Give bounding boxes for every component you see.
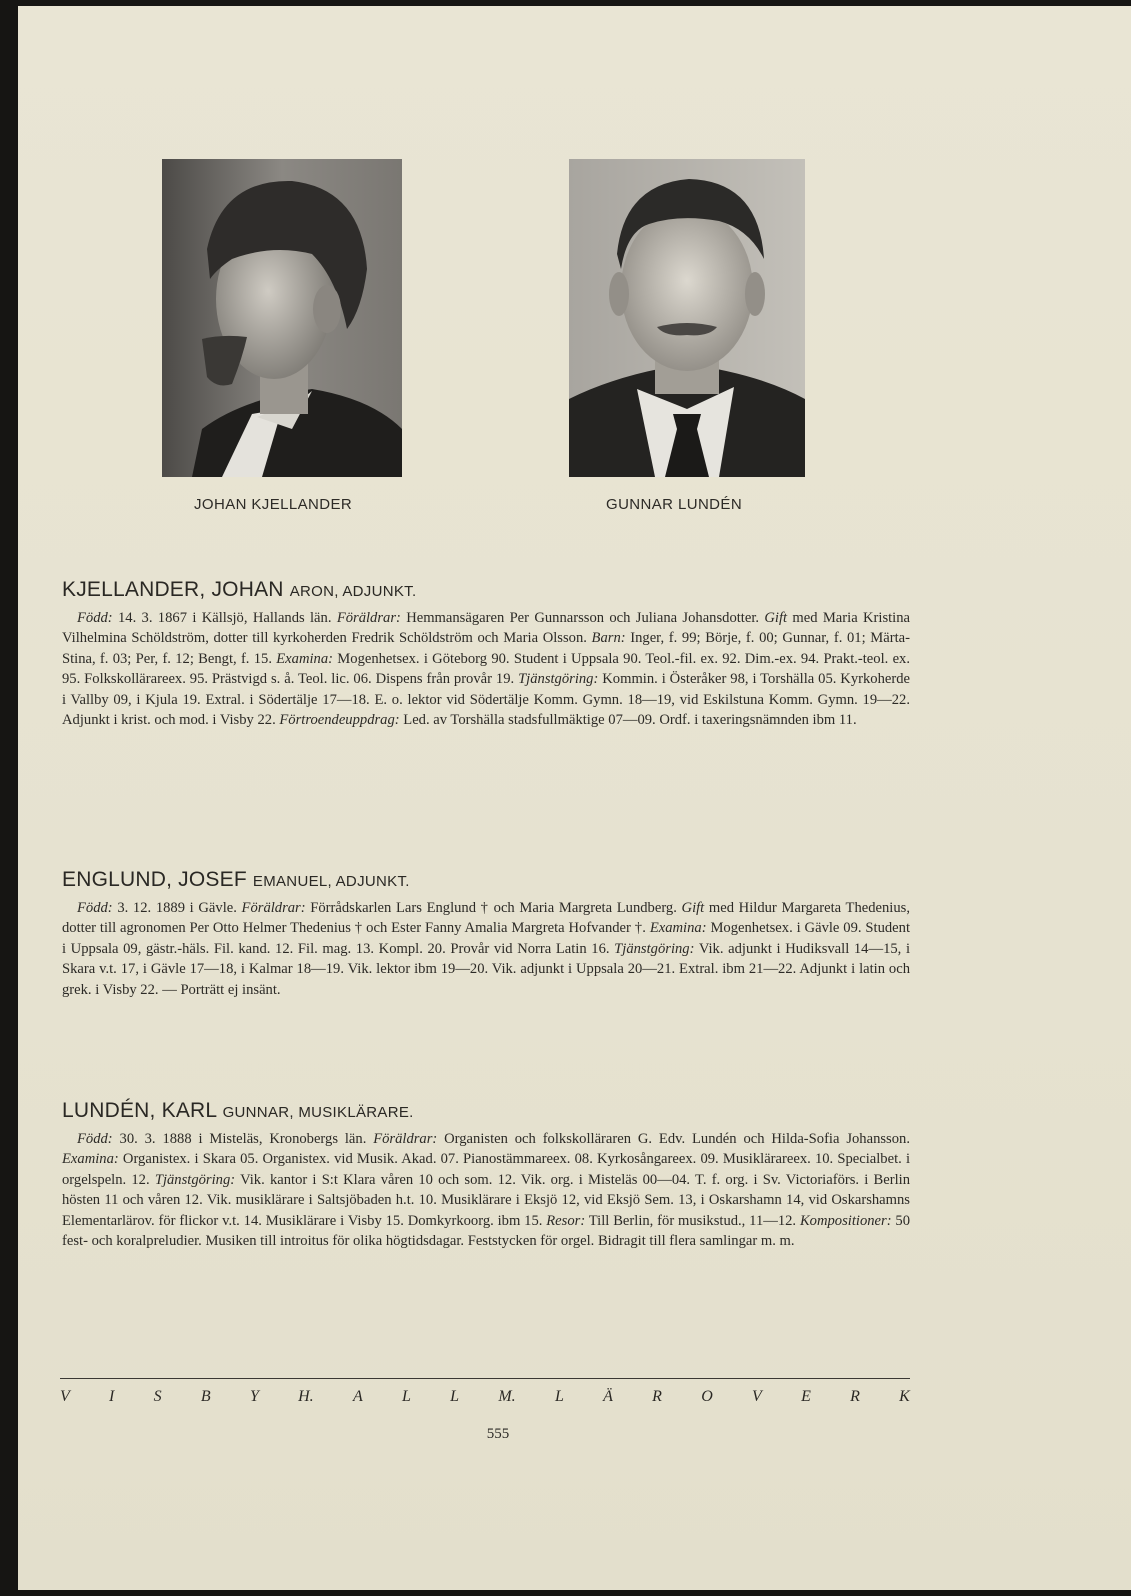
entry-field-label: Examina: [276,650,334,667]
portrait-photo-lunden [569,159,805,477]
entry-text: Kommin. i Österåker 98, i Torshälla 05. Kyrkoherde i Vallby 09, i Kjula 19. Extral. i Södertälje 17—18. E. o. lektor vid Södertälje Komm. Gymn. 18—19, vid Eskilstuna Komm. Gymn. 19—22. Adjunkt i krist. och mod. i Visby 22. [62,671,911,729]
entry-text: med Hildur Margareta Thedenius, dotter till agronomen Per Otto Helmer Thedenius † och Ester Fanny Amalia Margreta Hofvander †. [62,900,910,937]
portrait-caption-lunden: GUNNAR LUNDÉN [606,496,743,513]
entry-field-label: Resor: [546,1212,586,1229]
entry-field-label: Förtroendeuppdrag: [279,712,400,729]
biography-entry-kjellander [62,578,910,730]
entry-surname: ENGLUND, [62,868,173,891]
entry-field-label: Tjänstgöring: [518,671,599,688]
running-footer-letter: Y [249,1388,259,1405]
entry-title-rest: ARON, ADJUNKT. [289,583,417,600]
entry-text: Vik. adjunkt i Hudiksvall 14—15, i Skara v.t. 17, i Gävle 17—18, i Kalmar 18—19. Vik. lektor ibm 19—20. Vik. adjunkt i Uppsala 20—21. Extral. ibm 21—22. Adjunkt i latin och grek. i Visby 22. — Porträtt ej insänt. [62,940,911,998]
entry-title-rest: GUNNAR, MUSIKLÄRARE. [222,1104,414,1121]
entry-text: 14. 3. 1867 i Källsjö, Hallands län. [112,610,337,626]
entry-text: Mogenhetsex. i Göteborg 90. Student i Uppsala 90. Teol.-fil. ex. 92. Dim.-ex. 94. Prakt.-teol. ex. 95. Folkskollärareex. 95. Prästvigd s. å. Teol. lic. 06. Dispens från provår 19. [62,650,910,688]
running-footer [60,1388,910,1406]
portrait-image [569,159,805,477]
running-footer-letter: L [554,1388,564,1405]
running-footer-letter: Ä [603,1388,613,1405]
running-footer-letter: L [450,1388,460,1405]
running-footer-letter: R [850,1388,860,1405]
entry-surname: KJELLANDER, [62,578,206,601]
entry-body [62,1129,910,1251]
entry-text: Mogenhetsex. i Gävle 09. Student i Uppsala 09, gästr.-häls. Fil. kand. 12. Fil. mag. 13. Kompl. 20. Provår vid Norra Latin 16. [62,920,910,957]
entry-text: 50 fest- och koralpreludier. Musiken till introitus för olika högtidsdagar. Feststycken för orgel. Bidragit till flera samlingar m. m. [62,1212,911,1250]
running-footer-letter: I [109,1388,115,1405]
entry-heading [62,868,910,892]
entry-field-label: Tjänstgöring: [614,940,695,957]
entry-field-label: Föräldrar: [373,1131,438,1147]
entry-given-name: JOHAN [211,578,284,601]
running-footer-letter: H. [298,1388,314,1405]
entry-surname: LUNDÉN, [62,1099,156,1122]
running-footer-letter: S [153,1388,162,1405]
running-footer-letter: R [652,1388,662,1405]
running-footer-letter: O [701,1388,713,1405]
running-footer-letter: K [899,1388,910,1405]
entry-field-label: Gift [681,900,705,916]
running-footer-letter: V [60,1388,70,1405]
entry-field-label: Född: [77,1131,113,1147]
entry-text: 3. 12. 1889 i Gävle. [112,900,242,916]
running-footer-letter: V [752,1388,762,1405]
page-number: 555 [486,1426,510,1442]
entry-field-label: Föräldrar: [336,610,401,626]
entry-heading [62,578,910,602]
entry-text: med Maria Kristina Vilhelmina Schöldström, dotter till kyrkoherden Fredrik Schöldström och Maria Olsson. [62,610,911,647]
entry-given-name: JOSEF [178,868,247,891]
entry-title-rest: EMANUEL, ADJUNKT. [252,873,410,890]
running-footer-letter: B [200,1388,211,1405]
entry-field-label: Föräldrar: [241,900,306,916]
entry-body [62,608,910,730]
entry-field-label: Född: [77,610,113,626]
entry-text: Till Berlin, för musikstud., 11—12. [585,1212,800,1229]
entry-field-label: Född: [77,900,113,916]
page [18,6,1131,1590]
running-footer-letter: A [352,1388,363,1405]
entry-given-name: KARL [161,1099,217,1122]
entry-text: Förrådskarlen Lars Englund † och Maria Margreta Lundberg. [305,900,682,916]
footer-rule [60,1378,910,1379]
entry-text: Led. av Torshälla stadsfullmäktige 07—09. Ordf. i taxeringsnämnden ibm 11. [399,712,857,729]
entry-text: Organisten och folkskolläraren G. Edv. Lundén och Hilda-Sofia Johansson. [437,1131,910,1147]
entry-field-label: Gift [764,610,788,626]
entry-text: Organistex. i Skara 05. Organistex. vid Musik. Akad. 07. Pianostämmareex. 08. Kyrkosångareex. 09. Musiklärareex. 10. Specialbet. i orgelspeln. 12. [62,1151,910,1188]
entry-text: Vik. kantor i S:t Klara våren 10 och som. 12. Vik. org. i Misteläs 00—04. T. f. org. i Sv. Victoriaförs. i Berlin hösten 11 och våren 12. Vik. musiklärare i Saltsjöbaden h.t. 10. Musiklärare i Eksjö 12, vid Eksjö Sem. 13, i Oskarshamn 14, vid Oskarshamns Elementarlärov. för flickor v.t. 14. Musiklärare i Visby 15. Domkyrkoorg. ibm 15. [62,1171,911,1229]
entry-text: 30. 3. 1888 i Misteläs, Kronobergs län. [112,1131,374,1147]
portrait-photo-kjellander [162,159,402,477]
entry-field-label: Barn: [591,630,626,647]
running-footer-letter: E [801,1388,811,1405]
entry-text: Hemmansägaren Per Gunnarsson och Juliana Johansdotter. [400,610,765,626]
running-footer-letter: L [402,1388,411,1405]
entry-field-label: Examina: [649,920,707,937]
entry-field-label: Kompositioner: [799,1212,892,1229]
entry-field-label: Tjänstgöring: [154,1171,236,1188]
biography-entry-lunden [62,1099,910,1251]
portrait-image [162,159,402,477]
entry-text: Inger, f. 99; Börje, f. 00; Gunnar, f. 01; Märta-Stina, f. 03; Per, f. 12; Bengt, f. 15. [62,630,911,667]
portrait-caption-kjellander: JOHAN KJELLANDER [194,496,353,513]
running-footer-letter: M. [498,1388,516,1405]
entry-heading [62,1099,910,1123]
entry-body [62,898,910,1000]
biography-entry-englund [62,868,910,1000]
entry-field-label: Examina: [62,1151,119,1168]
